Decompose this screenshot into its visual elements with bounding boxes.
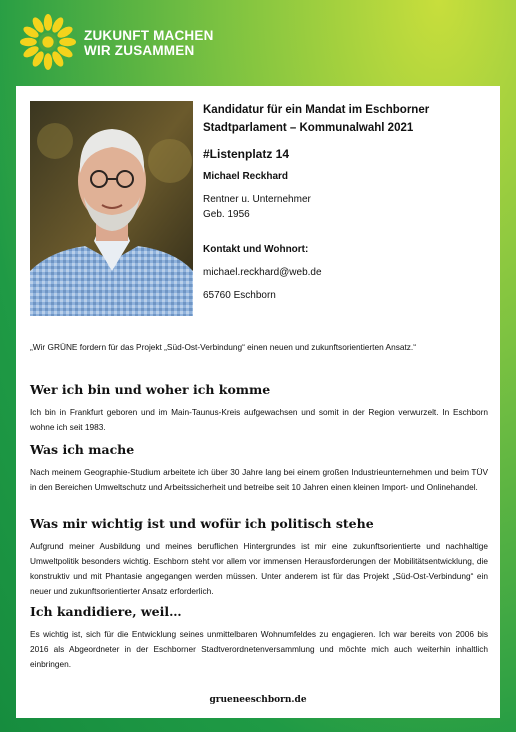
candidate-name: Michael Reckhard — [203, 171, 289, 182]
section-who — [30, 382, 488, 435]
section-why — [30, 604, 488, 672]
content-card — [16, 86, 500, 718]
slogan — [84, 28, 214, 58]
section-text: Es wichtig ist, sich für die Entwicklung seines unmittelbaren Wohnumfeldes zu engagieren. Ich war bereits von 2006 bis 2016 als Abgeordneter in der Eschborner Stadtverordnetenversammlung und möchte mich auch weiterhin inhaltlich einbringen. — [30, 629, 488, 669]
quote: „Wir GRÜNE fordern für das Projekt „Süd-Ost-Verbindung“ einen neuen und zukunftsorientierten Ansatz.“ — [30, 342, 416, 352]
candidacy-title-line-1: Kandidatur für ein Mandat im Eschborner — [203, 104, 430, 116]
section-politics — [30, 516, 488, 599]
section-text: Ich bin in Frankfurt geboren und im Main-Taunus-Kreis aufgewachsen und somit in der Region verwurzelt. In Eschborn wohne ich seit 1983. — [30, 407, 488, 432]
list-position: #Listenplatz 14 — [203, 147, 290, 161]
section-heading: Ich kandidiere, weil… — [30, 604, 182, 619]
candidacy-title-line-2: Stadtparlament – Kommunalwahl 2021 — [203, 122, 414, 134]
contact-email: michael.reckhard@web.de — [203, 267, 322, 278]
section-text: Aufgrund meiner Ausbildung und meines beruflichen Hintergrundes ist mir eine zukunftsorientierte und nachhaltige Umweltpolitik besonders wichtig. Eschborn steht vor allem vor immensen Herausforderungen der Mobilitätsentwicklung, die konstruktiv und mit Phantasie angegangen werden müssen. Unter anderem ist für das Projekt „Süd-Ost-Verbindung“ ein neuer und zukunftsorientierter Ansatz erforderlich. — [30, 541, 488, 596]
sunflower-icon — [20, 14, 76, 70]
slogan-line-1: ZUKUNFT MACHEN — [84, 28, 214, 43]
candidate-birth-year: Geb. 1956 — [203, 209, 250, 220]
contact-heading: Kontakt und Wohnort: — [203, 244, 309, 255]
section-heading: Was mir wichtig ist und wofür ich politisch stehe — [30, 516, 374, 531]
candidate-photo — [30, 101, 193, 316]
section-heading: Wer ich bin und woher ich komme — [30, 382, 271, 397]
candidate-info — [203, 101, 493, 301]
section-what — [30, 442, 488, 495]
candidate-occupation: Rentner u. Unternehmer — [203, 194, 311, 205]
slogan-line-2: WIR ZUSAMMEN — [84, 43, 195, 58]
contact-city: 65760 Eschborn — [203, 290, 276, 301]
section-heading: Was ich mache — [30, 442, 135, 457]
section-text: Nach meinem Geographie-Studium arbeitete ich über 30 Jahre lang bei einem großen Industrieunternehmen und beim TÜV in den Bereichen Umweltschutz und Arbeitssicherheit und betreibe seit 10 Jahren einen kleinen Import- und Onlinehandel. — [30, 467, 488, 492]
website-link[interactable]: grueneeschborn.de — [209, 695, 307, 705]
